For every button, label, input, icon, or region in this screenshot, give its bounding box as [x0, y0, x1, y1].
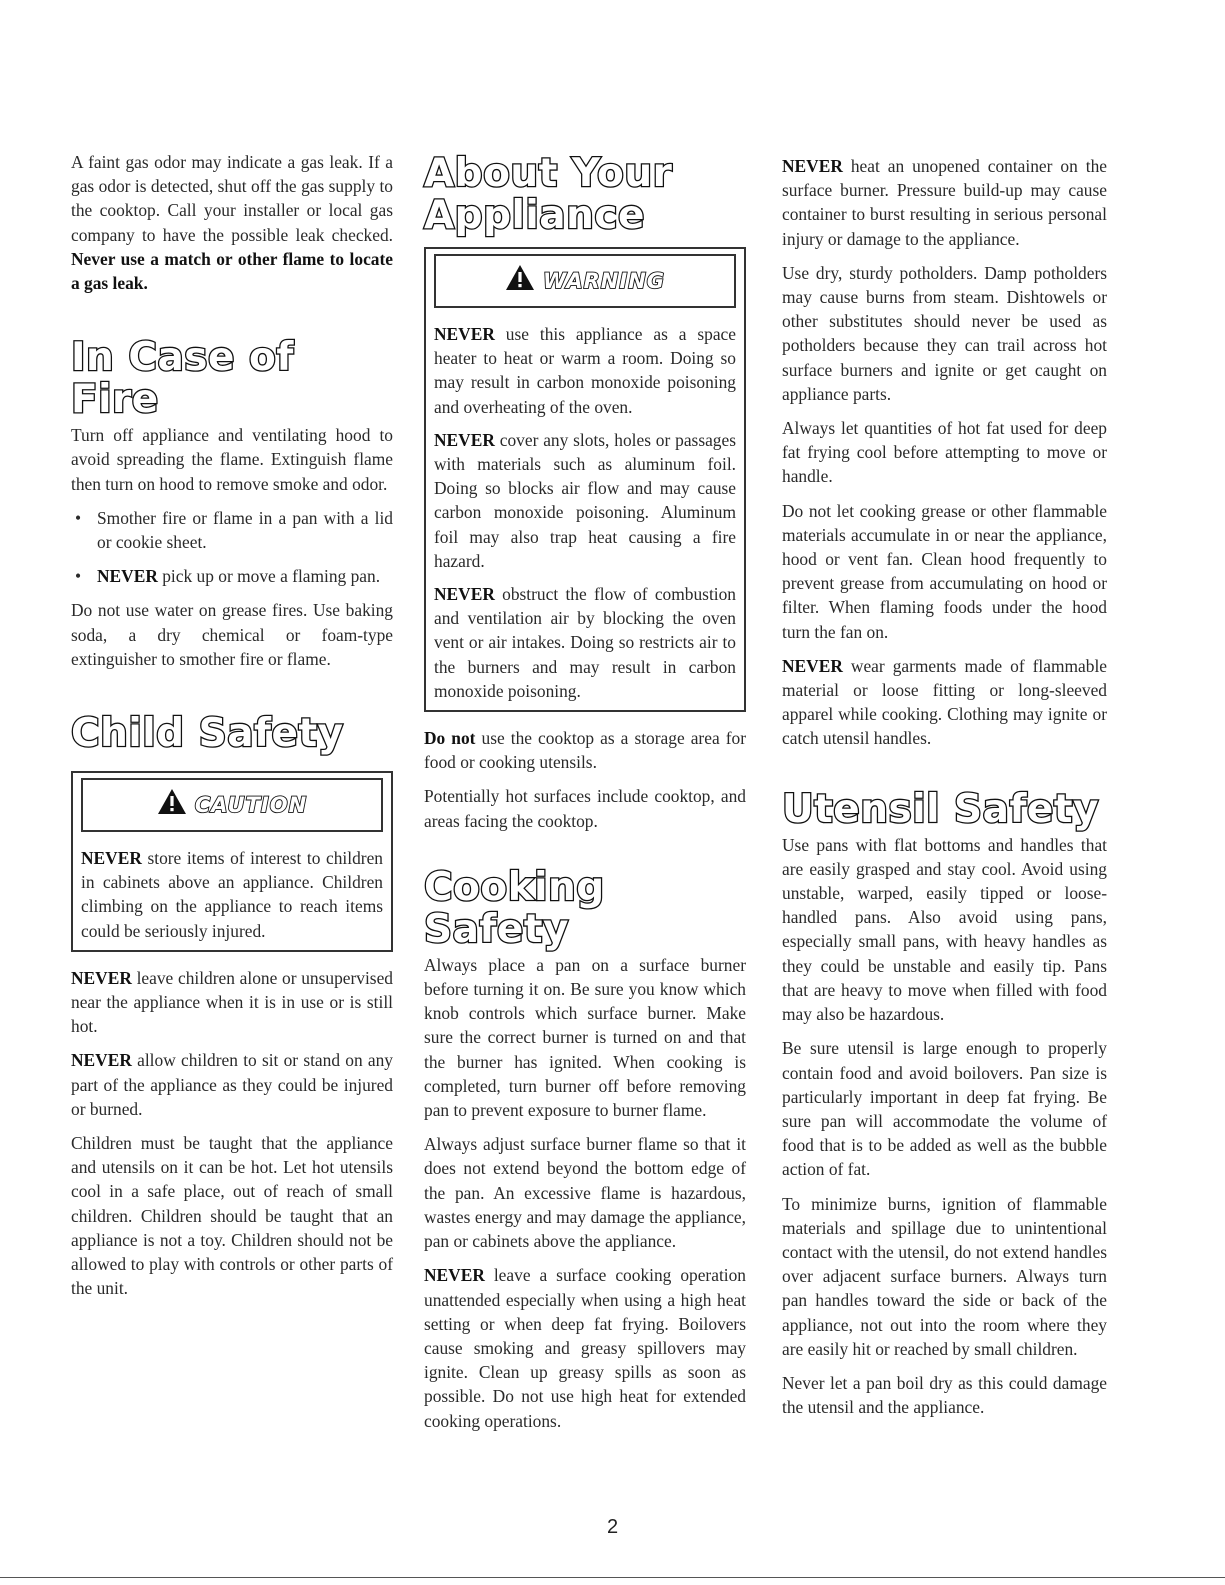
- page-bottom-rule: [0, 1577, 1225, 1578]
- utensil-paragraph-3: To minimize burns, ignition of flammable materials and spillage due to unintentional contact with the utensil, do not extend handles over adjacent surface burners. Always turn pan handles toward the side or back of the appliance, not out into the room where they are easily hit or reached by small children.: [782, 1193, 1107, 1359]
- heading-child-safety: Child Safety: [71, 711, 344, 757]
- heading-cooking-safety: Cooking Safety: [424, 864, 605, 952]
- warning-triangle-icon: [505, 264, 535, 297]
- column-middle: [424, 153, 746, 1443]
- right-paragraph-3: Always let quantities of hot fat used for deep fat frying cool before attempting to move or handle.: [782, 418, 1107, 487]
- warning-paragraph-1: NEVER use this appliance as a space heater to heat or warm a room. Doing so may result in carbon monoxide poisoning and overheating of the oven.: [434, 324, 736, 417]
- caution-box: [71, 771, 393, 952]
- about-paragraph-2: Potentially hot surfaces include cooktop, and areas facing the cooktop.: [424, 786, 746, 831]
- child-paragraph-3: Children must be taught that the appliance and utensils on it can be hot. Let hot utensils cool in a safe place, out of reach of small children. Children should be taught that an appliance is not a toy. Children should not be allowed to play with controls or other parts of the unit.: [71, 1133, 393, 1299]
- heading-about-your-appliance: About Your Appliance: [424, 151, 673, 238]
- utensil-paragraph-1: Use pans with flat bottoms and handles that are easily grasped and stay cool. Avoid using unstable, warped, easily tipped or loose-handled pans. Also avoid using pans, especially small pans, with heavy handles as they could be unstable and easily tip. Pans that are heavy to move when filled with food may also be hazardous.: [782, 834, 1107, 1025]
- fire-bullet-list: [71, 506, 393, 589]
- fire-bullet-1: • Smother fire or flame in a pan with a lid or cookie sheet.: [71, 506, 393, 554]
- warning-label: WARNING: [542, 268, 666, 293]
- caution-label-bar: [81, 778, 383, 832]
- right-paragraph-1: NEVER heat an unopened container on the surface burner. Pressure build-up may cause container to burst resulting in serious personal injury or damage to the appliance.: [782, 156, 1107, 249]
- caution-label: CAUTION: [194, 792, 308, 817]
- fire-paragraph-1: Turn off appliance and ventilating hood to avoid spreading the flame. Extinguish flame then turn on hood to remove smoke and odor.: [71, 425, 393, 494]
- right-paragraph-5: NEVER wear garments made of flammable material or loose fitting or long-sleeved apparel while cooking. Clothing may ignite or catch utensil handles.: [782, 655, 1107, 749]
- fire-paragraph-2: Do not use water on grease fires. Use baking soda, a dry chemical or foam-type extinguisher to smother fire or flame.: [71, 600, 393, 669]
- column-right: [782, 154, 1107, 1429]
- warning-paragraph-2: NEVER cover any slots, holes or passages with materials such as aluminum foil. Doing so blocks air flow and may cause carbon monoxide poisoning. Aluminum foil may also trap heat causing a fire hazard.: [434, 429, 736, 571]
- child-paragraph-1: NEVER leave children alone or unsupervised near the appliance when it is in use or is still hot.: [71, 967, 393, 1037]
- utensil-paragraph-2: Be sure utensil is large enough to properly contain food and avoid boilovers. Pan size is particularly important in deep fat frying. Be sure pan will accommodate the volume of food that is to be added as well as the bubble action of fat.: [782, 1038, 1107, 1180]
- fire-bullet-2: • NEVER pick up or move a flaming pan.: [71, 564, 393, 588]
- child-paragraph-2: NEVER allow children to sit or stand on any part of the appliance as they could be injured or burned.: [71, 1050, 393, 1119]
- warning-label-bar: [434, 254, 736, 308]
- page-number: 2: [606, 1516, 619, 1538]
- utensil-paragraph-4: Never let a pan boil dry as this could damage the utensil and the appliance.: [782, 1372, 1107, 1418]
- right-paragraph-2: Use dry, sturdy potholders. Damp potholders may cause burns from steam. Dishtowels or other substitutes should never be used as potholders because they can trail across hot surface burners and ignite or get caught on appliance parts.: [782, 262, 1107, 404]
- gas-leak-intro: A faint gas odor may indicate a gas leak. If a gas odor is detected, shut off the gas supply to the cooktop. Call your installer or local gas company to have the possible leak checked. Never use a match or other flame to locate a gas leak.: [71, 152, 393, 294]
- heading-utensil-safety: Utensil Safety: [782, 786, 1099, 832]
- column-left: [71, 150, 393, 1311]
- warning-paragraph-3: NEVER obstruct the flow of combustion and ventilation air by blocking the oven vent or air intakes. Doing so restricts air to the burners and may result in carbon monoxide poisoning.: [434, 584, 736, 701]
- caution-text: NEVER store items of interest to children in cabinets above an appliance. Children climbing on the appliance to reach items could be seriously injured.: [81, 848, 383, 941]
- right-paragraph-4: Do not let cooking grease or other flammable materials accumulate in or near the appliance, hood or vent fan. Clean hood frequently to prevent grease from accumulating on hood or filter. When flaming foods under the hood turn the fan on.: [782, 500, 1107, 642]
- cooking-paragraph-1: Always place a pan on a surface burner before turning it on. Be sure you know which knob controls which surface burner. Make sure the correct burner is turned on and that the burner has ignited. When cooking is completed, turn burner off before removing pan to prevent exposure to burner flame.: [424, 954, 746, 1121]
- warning-box: [424, 247, 746, 712]
- about-paragraph-1: Do not use the cooktop as a storage area for food or cooking utensils.: [424, 728, 746, 773]
- cooking-paragraph-3: NEVER leave a surface cooking operation unattended especially when using a high heat setting or when deep fat frying. Boilovers cause smoking and greasy spillovers may ignite. Clean up greasy spills as soon as possible. Do not use high heat for extended cooking operations.: [424, 1265, 746, 1431]
- warning-triangle-icon: [157, 788, 187, 821]
- gas-leak-warning: Never use a match or other flame to locate a gas leak.: [71, 248, 393, 294]
- heading-in-case-of-fire: In Case of Fire: [71, 335, 294, 423]
- cooking-paragraph-2: Always adjust surface burner flame so that it does not extend beyond the bottom edge of the pan. An excessive flame is hazardous, wastes energy and may damage the appliance, pan or cabinets above the appliance.: [424, 1134, 746, 1252]
